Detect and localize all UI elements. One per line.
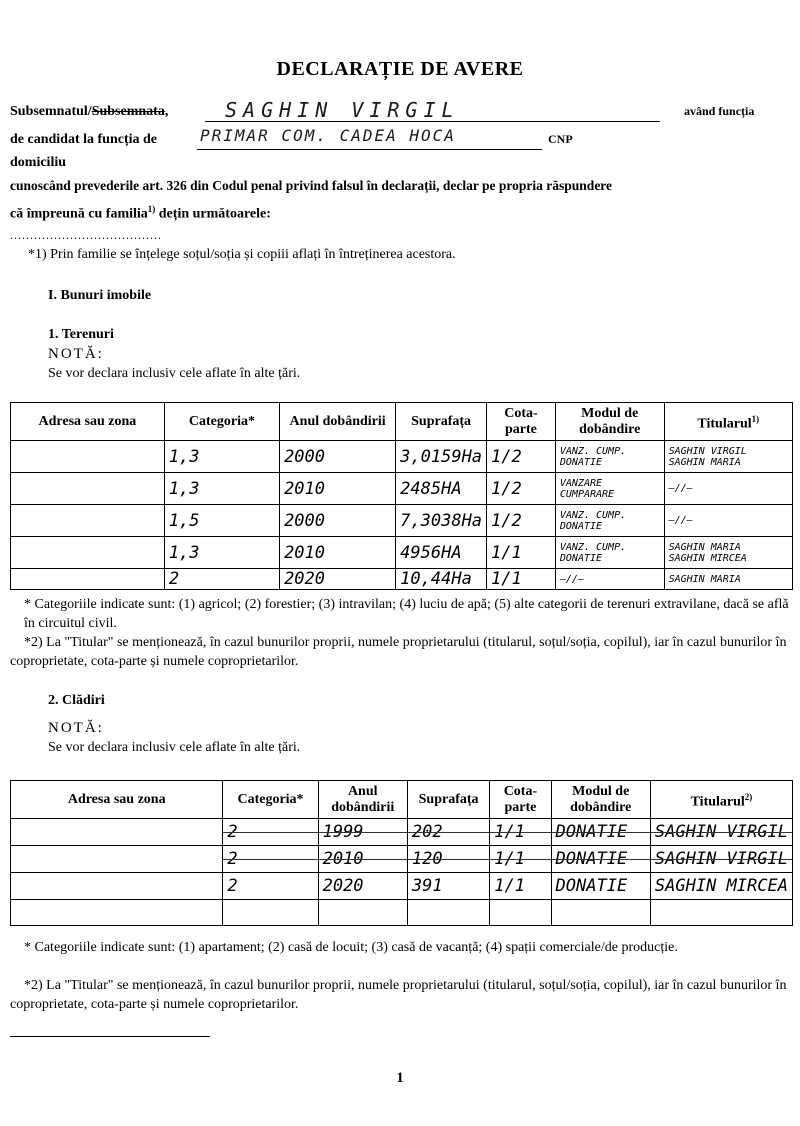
note-categorii-terenuri: * Categoriile indicate sunt: (1) agricol; (2) forestier; (3) intravilan; (4) luciu de apă; (5) alte categorii de terenuri extravilane, dacă se află în circuitul civil. <box>24 597 789 631</box>
impreuna-sup: 1) <box>147 204 156 214</box>
cladire-categoria <box>223 819 318 846</box>
teren-adresa <box>11 505 165 537</box>
col-adresa: Adresa sau zona <box>11 403 165 441</box>
teren-titular <box>664 505 792 537</box>
cladire-cota <box>490 846 551 873</box>
col-mod: Modul de dobândire <box>555 403 664 441</box>
teren-categoria <box>164 441 279 473</box>
teren-suprafata-value: 4956HA <box>400 542 462 563</box>
cladire-anul <box>318 873 407 900</box>
cladire-mod <box>551 900 650 926</box>
cladire-cota <box>490 819 551 846</box>
teren-mod-line: VANZ. CUMP. <box>559 509 627 521</box>
teren-adresa <box>11 569 165 590</box>
terenuri-header-row <box>11 403 793 441</box>
cladire-mod <box>551 846 650 873</box>
table-row <box>11 505 793 537</box>
section-cladiri: 2. Clădiri <box>48 693 105 708</box>
impreuna-main: că împreună cu familia <box>10 206 148 222</box>
cladire-titular <box>650 900 792 926</box>
teren-mod-line: DONATIE <box>559 552 603 564</box>
note-categorii-cladiri: * Categoriile indicate sunt: (1) apartament; (2) casă de locuit; (3) casă de vacanță; (4) spații comerciale/de producție. <box>24 940 678 955</box>
teren-cota-value: 1/1 <box>491 569 522 589</box>
section-bunuri-imobile: I. Bunuri imobile <box>48 288 152 303</box>
cladire-suprafata <box>407 900 489 926</box>
cladire-anul <box>318 900 407 926</box>
teren-titular-line: SAGHIN VIRGIL <box>668 445 747 457</box>
teren-anul-value: 2010 <box>284 542 326 563</box>
teren-cota <box>487 473 556 505</box>
col2-titular-sup: 2) <box>744 791 753 802</box>
nota-cladiri-text: Se vor declara inclusiv cele aflate în alte țări. <box>48 740 301 755</box>
teren-mod-line: —//— <box>559 573 584 585</box>
col-suprafata: Suprafața <box>396 403 487 441</box>
teren-titular <box>664 473 792 505</box>
teren-anul-value: 2010 <box>284 478 326 499</box>
teren-suprafata-value: 2485HA <box>400 478 462 499</box>
strike-line <box>552 859 650 860</box>
teren-mod-line: DONATIE <box>559 520 603 532</box>
teren-categoria-value: 2 <box>168 569 180 589</box>
teren-suprafata <box>396 537 487 569</box>
teren-titular-line: —//— <box>668 515 693 526</box>
cladire-anul-value: 2020 <box>322 876 364 896</box>
teren-categoria <box>164 537 279 569</box>
cladire-mod <box>551 819 650 846</box>
subsemnata-struck: Subsemnata <box>91 104 165 119</box>
impreuna-text <box>10 204 271 223</box>
cladire-anul <box>318 819 407 846</box>
teren-titular-line: SAGHIN MARIA <box>668 573 741 585</box>
document-title: DECLARAȚIE DE AVERE <box>276 58 524 80</box>
cladire-mod-value: DONATIE <box>555 876 628 896</box>
table-row <box>11 900 793 926</box>
teren-mod <box>555 441 664 473</box>
strike-line <box>408 832 489 833</box>
cladire-mod <box>551 873 650 900</box>
teren-anul <box>280 537 396 569</box>
teren-suprafata <box>396 441 487 473</box>
teren-titular <box>664 441 792 473</box>
footer-rule <box>10 1036 210 1037</box>
cladire-titular-value: SAGHIN VIRGIL <box>654 849 788 869</box>
teren-mod <box>555 505 664 537</box>
teren-categoria <box>164 569 279 590</box>
cladire-categoria <box>223 873 318 900</box>
col2-titular-label: Titularul <box>690 794 745 810</box>
teren-anul-value: 2000 <box>284 446 326 467</box>
teren-cota-value: 1/2 <box>491 478 522 499</box>
col-anul: Anul dobândirii <box>280 403 396 441</box>
table-row <box>11 537 793 569</box>
teren-categoria-value: 1,3 <box>168 542 200 563</box>
teren-adresa <box>11 537 165 569</box>
section-terenuri: 1. Terenuri <box>48 327 114 342</box>
cladire-mod-value: DONATIE <box>555 849 628 869</box>
note-titular-cladiri: *2) La "Titular" se menționează, în cazul bunurilor proprii, numele proprietarului (titularul, soțul/soția, copilul), iar în cazul bunurilor în coproprietate, cota-parte și numele coproprietarilor. <box>10 978 787 1012</box>
teren-adresa <box>11 441 165 473</box>
teren-cota-value: 1/2 <box>491 510 522 531</box>
teren-cota-value: 1/2 <box>491 446 522 467</box>
teren-anul <box>280 473 396 505</box>
col-cota: Cota-parte <box>487 403 556 441</box>
subsemnatul-label <box>10 104 168 120</box>
declarant-name: SAGHIN VIRGIL <box>225 98 460 122</box>
teren-suprafata-value: 7,3038Ha <box>400 510 483 531</box>
cladire-adresa <box>11 846 223 873</box>
cnp-label: CNP <box>548 132 573 146</box>
strike-line <box>319 859 407 860</box>
cladire-categoria <box>223 846 318 873</box>
cladire-suprafata-value: 391 <box>411 876 443 896</box>
teren-mod-line: DONATIE <box>559 456 603 468</box>
impreuna-end: dețin următoarele: <box>155 206 271 222</box>
cladire-cota-value: 1/1 <box>494 876 525 896</box>
cladire-suprafata <box>407 819 489 846</box>
cladire-suprafata <box>407 873 489 900</box>
cladire-cota-value: 1/1 <box>494 849 525 869</box>
cladire-cota <box>490 873 551 900</box>
teren-titular <box>664 537 792 569</box>
teren-adresa <box>11 473 165 505</box>
cladire-categoria-value: 2 <box>227 876 238 896</box>
cladire-titular <box>650 873 792 900</box>
col2-cota: Cota-parte <box>490 781 551 819</box>
teren-cota <box>487 505 556 537</box>
strike-line <box>490 832 550 833</box>
teren-suprafata-value: 10,44Ha <box>400 569 472 589</box>
teren-anul <box>280 569 396 590</box>
table-row <box>11 569 793 590</box>
col2-adresa: Adresa sau zona <box>11 781 223 819</box>
dots-line: ...................................... <box>10 228 162 242</box>
strike-line <box>651 859 792 860</box>
teren-anul <box>280 441 396 473</box>
table-row <box>11 846 793 873</box>
terenuri-table <box>10 402 793 590</box>
footnote-family: *1) Prin familie se înțelege soțul/soția și copiii aflați în întreținerea acestora. <box>28 247 456 262</box>
functia-underline <box>197 149 542 150</box>
cladire-cota <box>490 900 551 926</box>
col-titular-sup: 1) <box>751 413 760 424</box>
cladire-adresa <box>11 900 223 926</box>
subsemnata-suffix: , <box>164 104 169 119</box>
nota-terenuri: NOTĂ: <box>48 346 104 362</box>
functia-value: PRIMAR COM. CADEA HOCA <box>200 126 456 145</box>
teren-suprafata <box>396 473 487 505</box>
domiciliu-label: domiciliu <box>10 155 67 170</box>
cladire-categoria <box>223 900 318 926</box>
teren-categoria-value: 1,3 <box>168 478 200 499</box>
teren-cota <box>487 537 556 569</box>
table-row <box>11 473 793 505</box>
cladire-cota-value: 1/1 <box>494 822 525 842</box>
cladire-titular <box>650 846 792 873</box>
page-number: 1 <box>396 1070 404 1086</box>
col2-titular <box>650 781 792 819</box>
teren-titular <box>664 569 792 590</box>
strike-line <box>223 859 317 860</box>
cladiri-table <box>10 780 793 926</box>
cladire-titular-value: SAGHIN MIRCEA <box>654 876 788 896</box>
teren-titular-line: —//— <box>668 483 693 494</box>
note-titular-terenuri: *2) La "Titular" se menționează, în cazul bunurilor proprii, numele proprietarului (titularul, soțul/soția, copilul), iar în cazul bunurilor în coproprietate, cota-parte și numele coproprietarilor. <box>10 635 787 669</box>
strike-line <box>408 859 489 860</box>
candidat-label: de candidat la funcția de <box>10 132 158 147</box>
strike-line <box>490 859 550 860</box>
cladire-categoria-value: 2 <box>227 822 238 842</box>
teren-mod-line: CUMPARARE <box>559 488 615 500</box>
teren-categoria <box>164 473 279 505</box>
col2-anul: Anul dobândirii <box>318 781 407 819</box>
teren-cota-value: 1/1 <box>491 542 522 563</box>
teren-mod <box>555 473 664 505</box>
col-titular <box>664 403 792 441</box>
teren-mod-line: VANZARE <box>559 477 603 489</box>
cladire-suprafata <box>407 846 489 873</box>
teren-cota <box>487 441 556 473</box>
cladire-adresa <box>11 819 223 846</box>
cladire-anul-value: 1999 <box>322 822 364 842</box>
cladire-suprafata-value: 120 <box>411 849 443 869</box>
cladire-suprafata-value: 202 <box>411 822 443 842</box>
subsemnatul-text: Subsemnatul/ <box>10 104 92 119</box>
cladire-titular <box>650 819 792 846</box>
teren-cota <box>487 569 556 590</box>
teren-mod <box>555 537 664 569</box>
col2-mod: Modul de dobândire <box>551 781 650 819</box>
table-row <box>11 441 793 473</box>
strike-line <box>552 832 650 833</box>
teren-categoria <box>164 505 279 537</box>
teren-categoria-value: 1,3 <box>168 446 200 467</box>
cladire-anul <box>318 846 407 873</box>
col-titular-label: Titularul <box>697 416 752 432</box>
avand-functia-label: având funcția <box>684 104 755 118</box>
teren-anul-value: 2020 <box>284 569 326 589</box>
table-row <box>11 819 793 846</box>
cunoscand-text: cunoscând prevederile art. 326 din Codul penal privind falsul în declarații, declar pe propria răspundere <box>10 178 613 193</box>
cladire-categoria-value: 2 <box>227 849 238 869</box>
teren-suprafata <box>396 505 487 537</box>
table-row <box>11 873 793 900</box>
teren-titular-line: SAGHIN MARIA <box>668 456 741 468</box>
teren-titular-line: SAGHIN MIRCEA <box>668 552 747 564</box>
teren-anul <box>280 505 396 537</box>
teren-mod <box>555 569 664 590</box>
cladire-anul-value: 2010 <box>322 849 364 869</box>
cladire-adresa <box>11 873 223 900</box>
col2-suprafata: Suprafața <box>407 781 489 819</box>
nota-cladiri: NOTĂ: <box>48 720 104 736</box>
strike-line <box>319 832 407 833</box>
col2-categoria: Categoria* <box>223 781 318 819</box>
teren-titular-line: SAGHIN MARIA <box>668 541 741 553</box>
cladiri-header-row <box>11 781 793 819</box>
teren-mod-line: VANZ. CUMP. <box>559 541 627 553</box>
teren-categoria-value: 1,5 <box>168 510 200 531</box>
col-categoria: Categoria* <box>164 403 279 441</box>
teren-suprafata-value: 3,0159Ha <box>400 446 483 467</box>
strike-line <box>223 832 317 833</box>
nota-terenuri-text: Se vor declara inclusiv cele aflate în alte țări. <box>48 366 301 381</box>
cladire-titular-value: SAGHIN VIRGIL <box>654 822 788 842</box>
teren-mod-line: VANZ. CUMP. <box>559 445 627 457</box>
teren-anul-value: 2000 <box>284 510 326 531</box>
teren-suprafata <box>396 569 487 590</box>
cladire-mod-value: DONATIE <box>555 822 628 842</box>
strike-line <box>651 832 792 833</box>
